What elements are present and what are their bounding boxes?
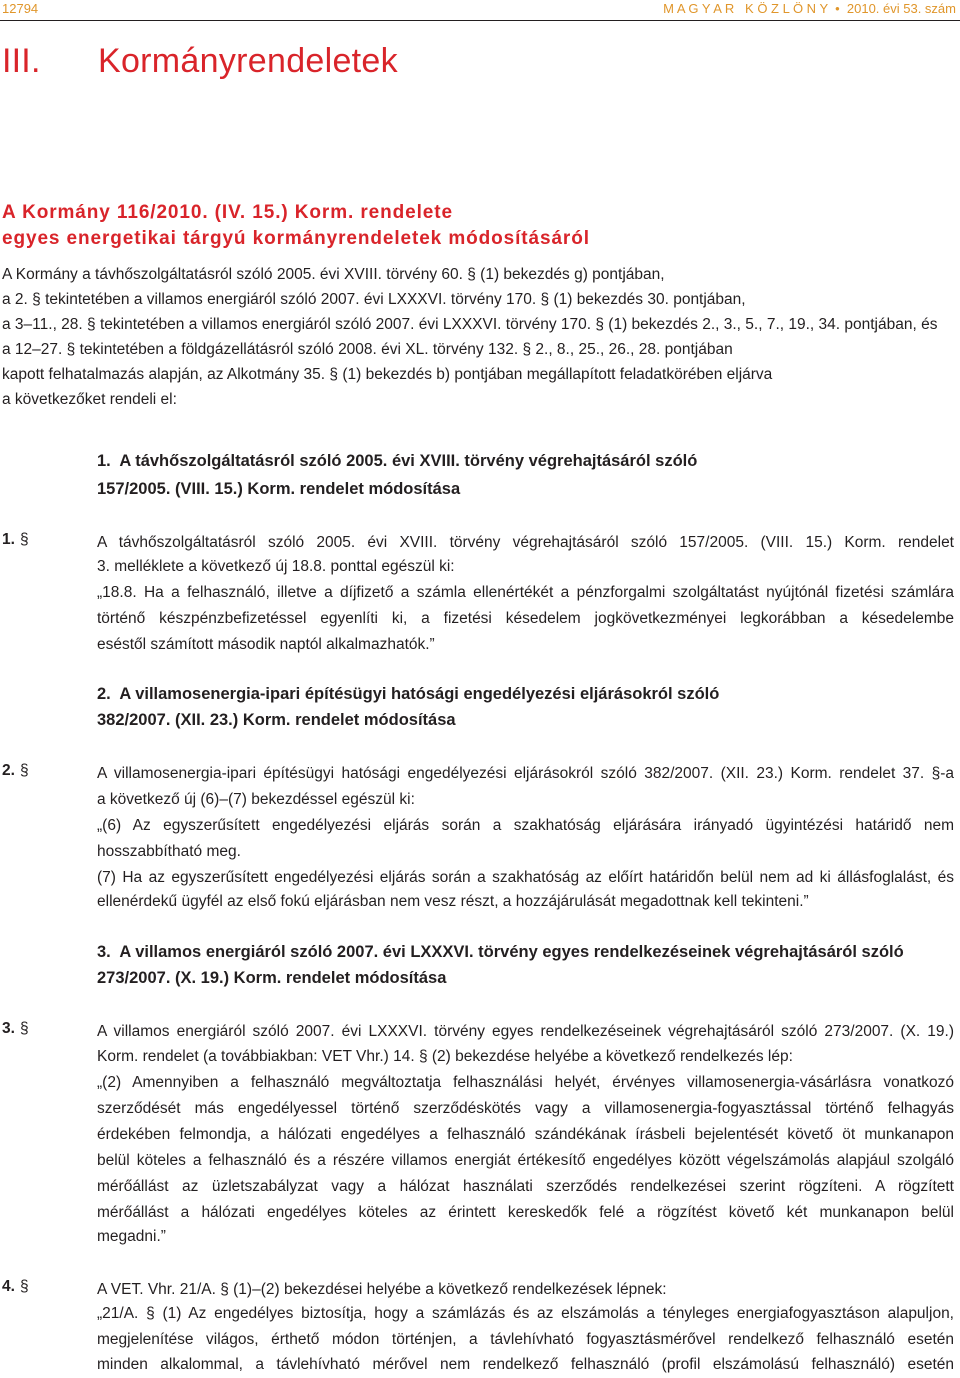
paragraph-line: eséstől számított második naptól alkalmazhatók.” xyxy=(97,636,435,653)
paragraph-number: 3. xyxy=(2,1020,15,1037)
paragraph-line: történő készpénzbefizetéssel egyenlíti ki, a fizetési késedelem jogkövetkezményei legkorábban a késedelembe xyxy=(97,610,954,627)
section-sign: § xyxy=(20,1278,29,1295)
preamble-line: a következőket rendeli el: xyxy=(2,391,177,408)
section-sign: § xyxy=(20,762,29,779)
paragraph-line: A villamosenergia-ipari építésügyi hatósági engedélyezési eljárásokról szóló 382/2007. (XII. 23.) Korm. rendelet 37. §-a xyxy=(97,765,954,782)
preamble-line: A Kormány a távhőszolgáltatásról szóló 2005. évi XVIII. törvény 60. § (1) bekezdés g) pontjában, xyxy=(2,266,665,283)
paragraph-line: „(6) Az egyszerűsített engedélyezési eljárás során a szakhatóság eljárására irányadó ügyintézési határidő nem xyxy=(97,817,954,834)
paragraph-line: belül köteles a felhasználó és a részére villamos energiát értékesítő engedélyes között végelszámolás alapjául szolgáló xyxy=(97,1152,954,1169)
paragraph-line: megjelenítése világos, érthető módon történjen, a távlehívható fogyasztásmérővel rendelkező felhasználó esetén xyxy=(97,1331,954,1348)
decree-title-line-2: egyes energetikai tárgyú kormányrendeletek módosításáról xyxy=(2,228,590,249)
section-sign: § xyxy=(20,1020,29,1037)
paragraph-line: A villamos energiáról szóló 2007. évi LXXXVI. törvény egyes rendelkezéseinek végrehajtásáról szóló 273/2007. (X. 19.) xyxy=(97,1023,954,1040)
paragraph-line: „(2) Amennyiben a felhasználó megváltoztatja felhasználási helyét, érvényes villamosenergia-vásárlásra vonatkozó xyxy=(97,1074,954,1091)
paragraph-line: A VET. Vhr. 21/A. § (1)–(2) bekezdései helyébe a következő rendelkezések lépnek: xyxy=(97,1281,667,1298)
paragraph-line: „18.8. Ha a felhasználó, illetve a díjfizető a számla ellenértékét a pénzforgalmi szolgáltatást nyújtónál fizetési számlára xyxy=(97,584,954,601)
paragraph-line: ellenérdekű ügyfél az első fokú eljárásban nem vesz részt, a hozzájárulását megadottnak kell tekinteni.” xyxy=(97,893,809,910)
chapter-heading: 1. A távhőszolgáltatásról szóló 2005. évi XVIII. törvény végrehajtásáról szóló xyxy=(97,452,698,470)
paragraph-number: 4. xyxy=(2,1278,15,1295)
paragraph-line: megadni.” xyxy=(97,1228,166,1245)
paragraph-line: hosszabbítható meg. xyxy=(97,843,241,860)
header-rule xyxy=(0,20,960,21)
paragraph-line: a következő új (6)–(7) bekezdéssel egészül ki: xyxy=(97,791,415,808)
chapter-heading: 273/2007. (X. 19.) Korm. rendelet módosítása xyxy=(97,969,447,987)
paragraph-number: 2. xyxy=(2,762,15,779)
paragraph-line: A távhőszolgáltatásról szóló 2005. évi XVIII. törvény végrehajtásáról szóló 157/2005. (VIII. 15.) Korm. rendelet xyxy=(97,534,954,551)
paragraph-number: 1. xyxy=(2,531,15,548)
paragraph-line: szerződését más engedélyessel történő szerződéskötés vagy a villamosenergia-fogyasztással történő felhagyás xyxy=(97,1100,954,1117)
paragraph-line: 3. melléklete a következő új 18.8. ponttal egészül ki: xyxy=(97,558,455,575)
paragraph-line: minden alkalommal, a távlehívható mérővel nem rendelkező felhasználó (profil elszámolású felhasználó) esetén xyxy=(97,1356,954,1373)
paragraph-line: mérőállást a hálózati engedélyes köteles az érintett kereskedők felé a rögzítést követő két munkanapon belül xyxy=(97,1204,954,1221)
preamble-line: a 3–11., 28. § tekintetében a villamos energiáról szóló 2007. évi LXXXVI. törvény 170. § (1) bekezdés 2., 3., 5., 7., 19., 34. pontjában, és xyxy=(2,316,938,333)
chapter-heading: 2. A villamosenergia-ipari építésügyi hatósági engedélyezési eljárásokról szóló xyxy=(97,685,720,703)
chapter-heading: 157/2005. (VIII. 15.) Korm. rendelet módosítása xyxy=(97,480,461,498)
page-number: 12794 xyxy=(2,1,39,16)
paragraph-line: mérőállást az üzletszabályzat vagy a hálózat használati szerződés rendelkezései szerint rögzíteni. A rögzített xyxy=(97,1178,954,1195)
decree-title-line-1: A Kormány 116/2010. (IV. 15.) Korm. rendelete xyxy=(2,202,453,223)
chapter-heading: 3. A villamos energiáról szóló 2007. évi LXXXVI. törvény egyes rendelkezéseinek végrehajtásáról szóló xyxy=(97,943,904,961)
paragraph-line: Korm. rendelet (a továbbiakban: VET Vhr.) 14. § (2) bekezdése helyébe a következő rendelkezés lép: xyxy=(97,1048,793,1065)
preamble-line: a 12–27. § tekintetében a földgázellátásról szóló 2008. évi XL. törvény 132. § 2., 8., 25., 26., 28. pontjában xyxy=(2,341,733,358)
preamble-line: a 2. § tekintetében a villamos energiáról szóló 2007. évi LXXXVI. törvény 170. § (1) bekezdés 30. pontjában, xyxy=(2,291,746,308)
section-number: III. xyxy=(2,42,41,80)
chapter-heading: 382/2007. (XII. 23.) Korm. rendelet módosítása xyxy=(97,711,456,729)
preamble-line: kapott felhatalmazás alapján, az Alkotmány 35. § (1) bekezdés b) pontjában megállapított feladatkörében eljárva xyxy=(2,366,773,383)
paragraph-line: „21/A. § (1) Az engedélyes biztosítja, hogy a számlázás és az elszámolás a tényleges energiafogyasztáson alapuljon, xyxy=(97,1305,954,1322)
paragraph-line: (7) Ha az egyszerűsített engedélyezési eljárás során a szakhatóság az előírt határidőn belül nem ad ki állásfoglalást, és xyxy=(97,869,954,886)
section-sign: § xyxy=(20,531,29,548)
section-title: Kormányrendeletek xyxy=(98,42,398,80)
journal-header: M A G Y A R K Ö Z L Ö N Y • 2010. évi 53. szám xyxy=(663,1,956,16)
paragraph-line: érdekében felmondja, a hálózati engedélyes a felhasználó szándékának írásbeli bejelentését követő öt munkanapon xyxy=(97,1126,954,1143)
